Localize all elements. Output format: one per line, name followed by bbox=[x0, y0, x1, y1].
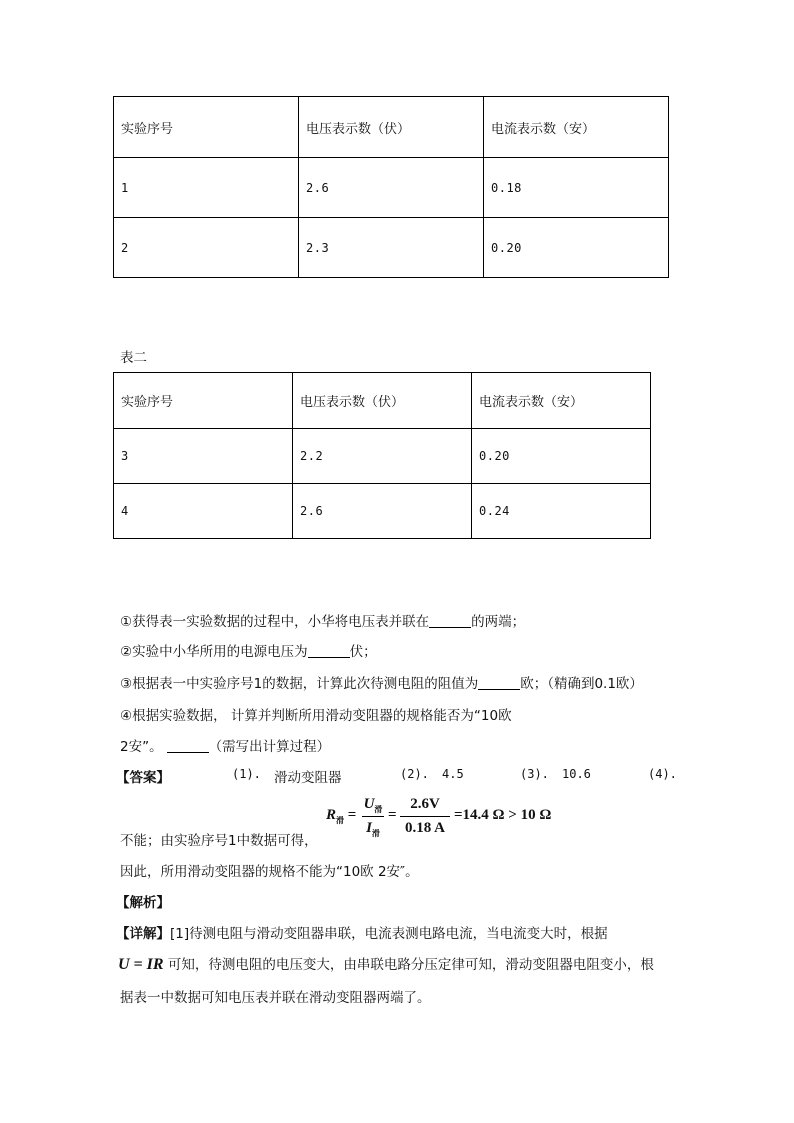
formula-u-symbol: U bbox=[363, 796, 375, 812]
question-4-prefix: 2安”。 bbox=[120, 739, 163, 755]
table-cell: 2.3 bbox=[299, 218, 484, 278]
formula-result: =14.4 Ω > 10 Ω bbox=[454, 807, 552, 823]
formula-i-symbol: I bbox=[366, 820, 372, 836]
header-cell: 电压表示数（伏） bbox=[293, 373, 472, 429]
answer-4-text: 不能；由实验序号1中数据可得， bbox=[120, 833, 318, 849]
ohms-law-formula: U = IR bbox=[118, 956, 164, 973]
formula-subscript: 滑 bbox=[336, 816, 345, 825]
fraction-bar bbox=[400, 816, 450, 817]
table-cell: 2.6 bbox=[293, 484, 472, 539]
fraction-bar bbox=[362, 816, 384, 817]
header-cell: 电压表示数（伏） bbox=[299, 97, 484, 158]
table-row bbox=[114, 218, 669, 278]
answer-3-text: 10.6 bbox=[562, 767, 591, 781]
table-cell: 1 bbox=[114, 158, 299, 218]
table-1 bbox=[113, 96, 669, 278]
answer-blank bbox=[308, 643, 350, 658]
formula-subscript: 滑 bbox=[371, 829, 380, 838]
question-2 bbox=[120, 640, 377, 660]
question-4-line-1: ④根据实验数据， 计算并判断所用滑动变阻器的规格能否为“10欧 bbox=[120, 708, 512, 724]
question-2-text: ②实验中小华所用的电源电压为 bbox=[120, 644, 308, 660]
detail-label: 【详解】 bbox=[116, 926, 170, 942]
question-1 bbox=[120, 610, 525, 630]
header-cell: 电流表示数（安） bbox=[484, 97, 669, 158]
answer-blank bbox=[429, 613, 471, 628]
table-row bbox=[114, 158, 669, 218]
formula-numerator-symbol bbox=[362, 796, 384, 815]
table-cell: 0.18 bbox=[484, 158, 669, 218]
table-cell: 2 bbox=[114, 218, 299, 278]
answer-2-text: 4.5 bbox=[442, 767, 464, 781]
formula-numerator-value: 2.6V bbox=[410, 796, 440, 812]
detail-text: 可知，待测电阻的电压变大，由串联电路分压定律可知，滑动变阻器电阻变小，根 bbox=[167, 957, 654, 973]
question-3-suffix: 欧；（精确到0.1欧） bbox=[520, 676, 643, 692]
question-2-suffix: 伏； bbox=[349, 644, 377, 660]
table-cell: 3 bbox=[114, 429, 293, 484]
answer-label: 【答案】 bbox=[116, 770, 170, 786]
answer-blank bbox=[478, 675, 520, 690]
detail-text: [1]待测电阻与滑动变阻器串联，电流表测电路电流，当电流变大时，根据 bbox=[170, 926, 608, 942]
header-cell: 实验序号 bbox=[114, 373, 293, 429]
table-header-row bbox=[114, 373, 651, 429]
table-cell: 2.6 bbox=[299, 158, 484, 218]
answer-blank bbox=[167, 738, 209, 753]
table-2-caption: 表二 bbox=[120, 350, 147, 366]
table-cell: 0.24 bbox=[472, 484, 651, 539]
table-cell: 0.20 bbox=[484, 218, 669, 278]
table-row bbox=[114, 429, 651, 484]
answer-conclusion: 因此，所用滑动变阻器的规格不能为“10欧 2安″。 bbox=[120, 864, 419, 880]
analysis-label: 【解析】 bbox=[116, 895, 170, 911]
question-3-text: ③根据表一中实验序号1的数据，计算此次待测电阻的阻值为 bbox=[120, 676, 479, 692]
analysis-detail-line-3: 据表一中数据可知电压表并联在滑动变阻器两端了。 bbox=[120, 990, 431, 1006]
table-cell: 2.2 bbox=[293, 429, 472, 484]
table-cell: 4 bbox=[114, 484, 293, 539]
formula-equals: = bbox=[388, 807, 397, 823]
table-cell: 0.20 bbox=[472, 429, 651, 484]
answer-3-number: (3). bbox=[520, 767, 549, 781]
question-4-suffix: （需写出计算过程） bbox=[208, 739, 331, 755]
question-1-suffix: 的两端； bbox=[471, 614, 526, 630]
question-1-text: ①获得表一实验数据的过程中，小华将电压表并联在 bbox=[120, 614, 430, 630]
table-2 bbox=[113, 372, 651, 539]
header-cell: 电流表示数（安） bbox=[472, 373, 651, 429]
formula-lhs: $R_滑$ = bbox=[326, 807, 357, 825]
formula-subscript: 滑 bbox=[374, 805, 383, 814]
analysis-detail-line-2 bbox=[118, 953, 654, 974]
answer-2-number: (2). bbox=[400, 767, 429, 781]
question-4-line-2 bbox=[120, 735, 330, 755]
formula-denominator-symbol bbox=[362, 820, 384, 839]
answer-1-text: 滑动变阻器 bbox=[274, 770, 342, 786]
analysis-detail-line-1 bbox=[116, 922, 608, 942]
formula-r-symbol: R bbox=[326, 807, 337, 823]
answer-1-number: (1). bbox=[232, 767, 261, 781]
header-cell: 实验序号 bbox=[114, 97, 299, 158]
table-header-row bbox=[114, 97, 669, 158]
answer-4-number: (4). bbox=[648, 767, 677, 781]
table-row bbox=[114, 484, 651, 539]
formula-denominator-value: 0.18 A bbox=[404, 820, 445, 836]
question-3 bbox=[120, 672, 643, 692]
